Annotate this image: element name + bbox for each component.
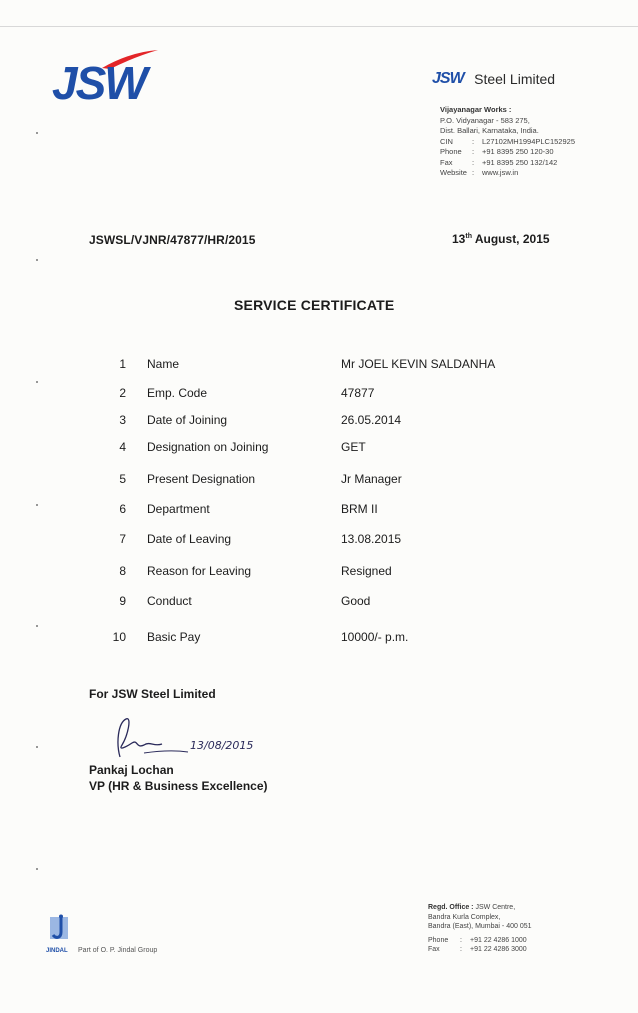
row-label: Department (147, 502, 210, 516)
row-label: Basic Pay (147, 630, 201, 644)
cin-row: CIN : L27102MH1994PLC152925 (440, 136, 575, 146)
website-value: www.jsw.in (482, 168, 519, 177)
fax-row: Fax : +91 8395 250 132/142 (440, 157, 558, 167)
row-value: Resigned (341, 564, 392, 578)
cin-value: L27102MH1994PLC152925 (482, 136, 575, 146)
row-label: Date of Joining (147, 413, 228, 427)
row-value: 10000/- p.m. (341, 630, 409, 644)
jindal-label: JINDAL (46, 948, 68, 954)
row-label: Emp. Code (147, 386, 208, 400)
regd-phone-label: Phone (428, 936, 449, 944)
row-value: Mr JOEL KEVIN SALDANHA (341, 357, 496, 371)
row-label: Present Designation (147, 472, 256, 486)
row-value: Jr Manager (341, 472, 402, 486)
company-name: Steel Limited (474, 71, 556, 87)
margin-dot (36, 868, 38, 870)
logo-text: JSW (52, 57, 146, 109)
jindal-logo-icon (47, 914, 71, 946)
handwritten-signature (108, 713, 258, 765)
works-address (440, 105, 575, 179)
margin-dot (36, 381, 38, 383)
margin-dot (36, 504, 38, 506)
row-label: Designation on Joining (147, 440, 269, 454)
regd-fax-value: +91 22 4286 3000 (470, 946, 527, 953)
row-number: 9 (119, 594, 126, 608)
row-label: Date of Leaving (147, 532, 232, 546)
row-value: Good (341, 594, 371, 608)
row-value: 26.05.2014 (341, 413, 402, 427)
row-number: 6 (119, 502, 126, 516)
row-number: 7 (119, 532, 126, 546)
row-number: 10 (112, 630, 126, 644)
regd-line: Bandra (East), Mumbai - 400 051 (428, 923, 532, 930)
phone-value: +91 8395 250 120-30 (482, 147, 554, 156)
signatory (89, 762, 268, 794)
signatory-name: Pankaj Lochan (89, 763, 174, 777)
row-value: 13.08.2015 (341, 532, 402, 546)
regd-name: JSW Centre, (475, 904, 516, 911)
document-title: SERVICE CERTIFICATE (234, 297, 395, 313)
regd-fax-row: Fax : +91 22 4286 3000 (428, 946, 527, 953)
letterhead-brand (432, 70, 555, 94)
margin-dot (36, 746, 38, 748)
regd-phone-row: Phone : +91 22 4286 1000 (428, 936, 527, 944)
phone-row: Phone : +91 8395 250 120-30 (440, 147, 554, 156)
row-label: Reason for Leaving (147, 564, 252, 578)
margin-dot (36, 259, 38, 261)
signature-date: 13/08/2015 (190, 739, 254, 752)
group-text: Part of O. P. Jindal Group (78, 947, 158, 954)
website-row: Website : www.jsw.in (440, 168, 519, 177)
regd-label: Regd. Office : (428, 904, 474, 911)
jsw-logo (52, 48, 162, 108)
letter-date (452, 232, 550, 246)
row-number: 8 (119, 564, 126, 578)
date-suffix: th (465, 233, 472, 240)
works-label: Vijayanagar Works : (440, 105, 512, 114)
regd-line: Bandra Kurla Complex, (428, 913, 501, 921)
phone-label: Phone (440, 147, 462, 156)
margin-dot (36, 132, 38, 134)
row-label: Conduct (147, 594, 192, 608)
row-label: Name (147, 357, 180, 371)
reference-number: JSWSL/VJNR/47877/HR/2015 (89, 233, 256, 247)
row-value: 47877 (341, 386, 375, 400)
regd-fax-label: Fax (428, 946, 440, 953)
row-value: GET (341, 440, 366, 454)
registered-office (428, 903, 532, 955)
row-number: 2 (119, 386, 126, 400)
date-day: 13 (452, 232, 466, 246)
row-value: BRM II (341, 502, 378, 516)
website-label: Website (440, 168, 467, 177)
top-edge-line (0, 26, 638, 27)
row-number: 4 (119, 440, 126, 454)
address-line: P.O. Vidyanagar - 583 275, (440, 115, 530, 125)
for-company-line: For JSW Steel Limited (89, 687, 216, 701)
margin-dot (36, 625, 38, 627)
address-line: Dist. Ballari, Karnataka, India. (440, 126, 539, 135)
brand-mini-logo: JSW (432, 70, 464, 87)
row-number: 5 (119, 472, 126, 486)
regd-phone-value: +91 22 4286 1000 (470, 936, 527, 944)
cin-label: CIN (440, 136, 453, 146)
row-number: 1 (119, 357, 126, 371)
row-number: 3 (119, 413, 126, 427)
fax-label: Fax (440, 157, 453, 167)
fax-value: +91 8395 250 132/142 (482, 157, 558, 167)
signatory-designation: VP (HR & Business Excellence) (89, 779, 268, 793)
date-rest: August, 2015 (471, 232, 550, 246)
